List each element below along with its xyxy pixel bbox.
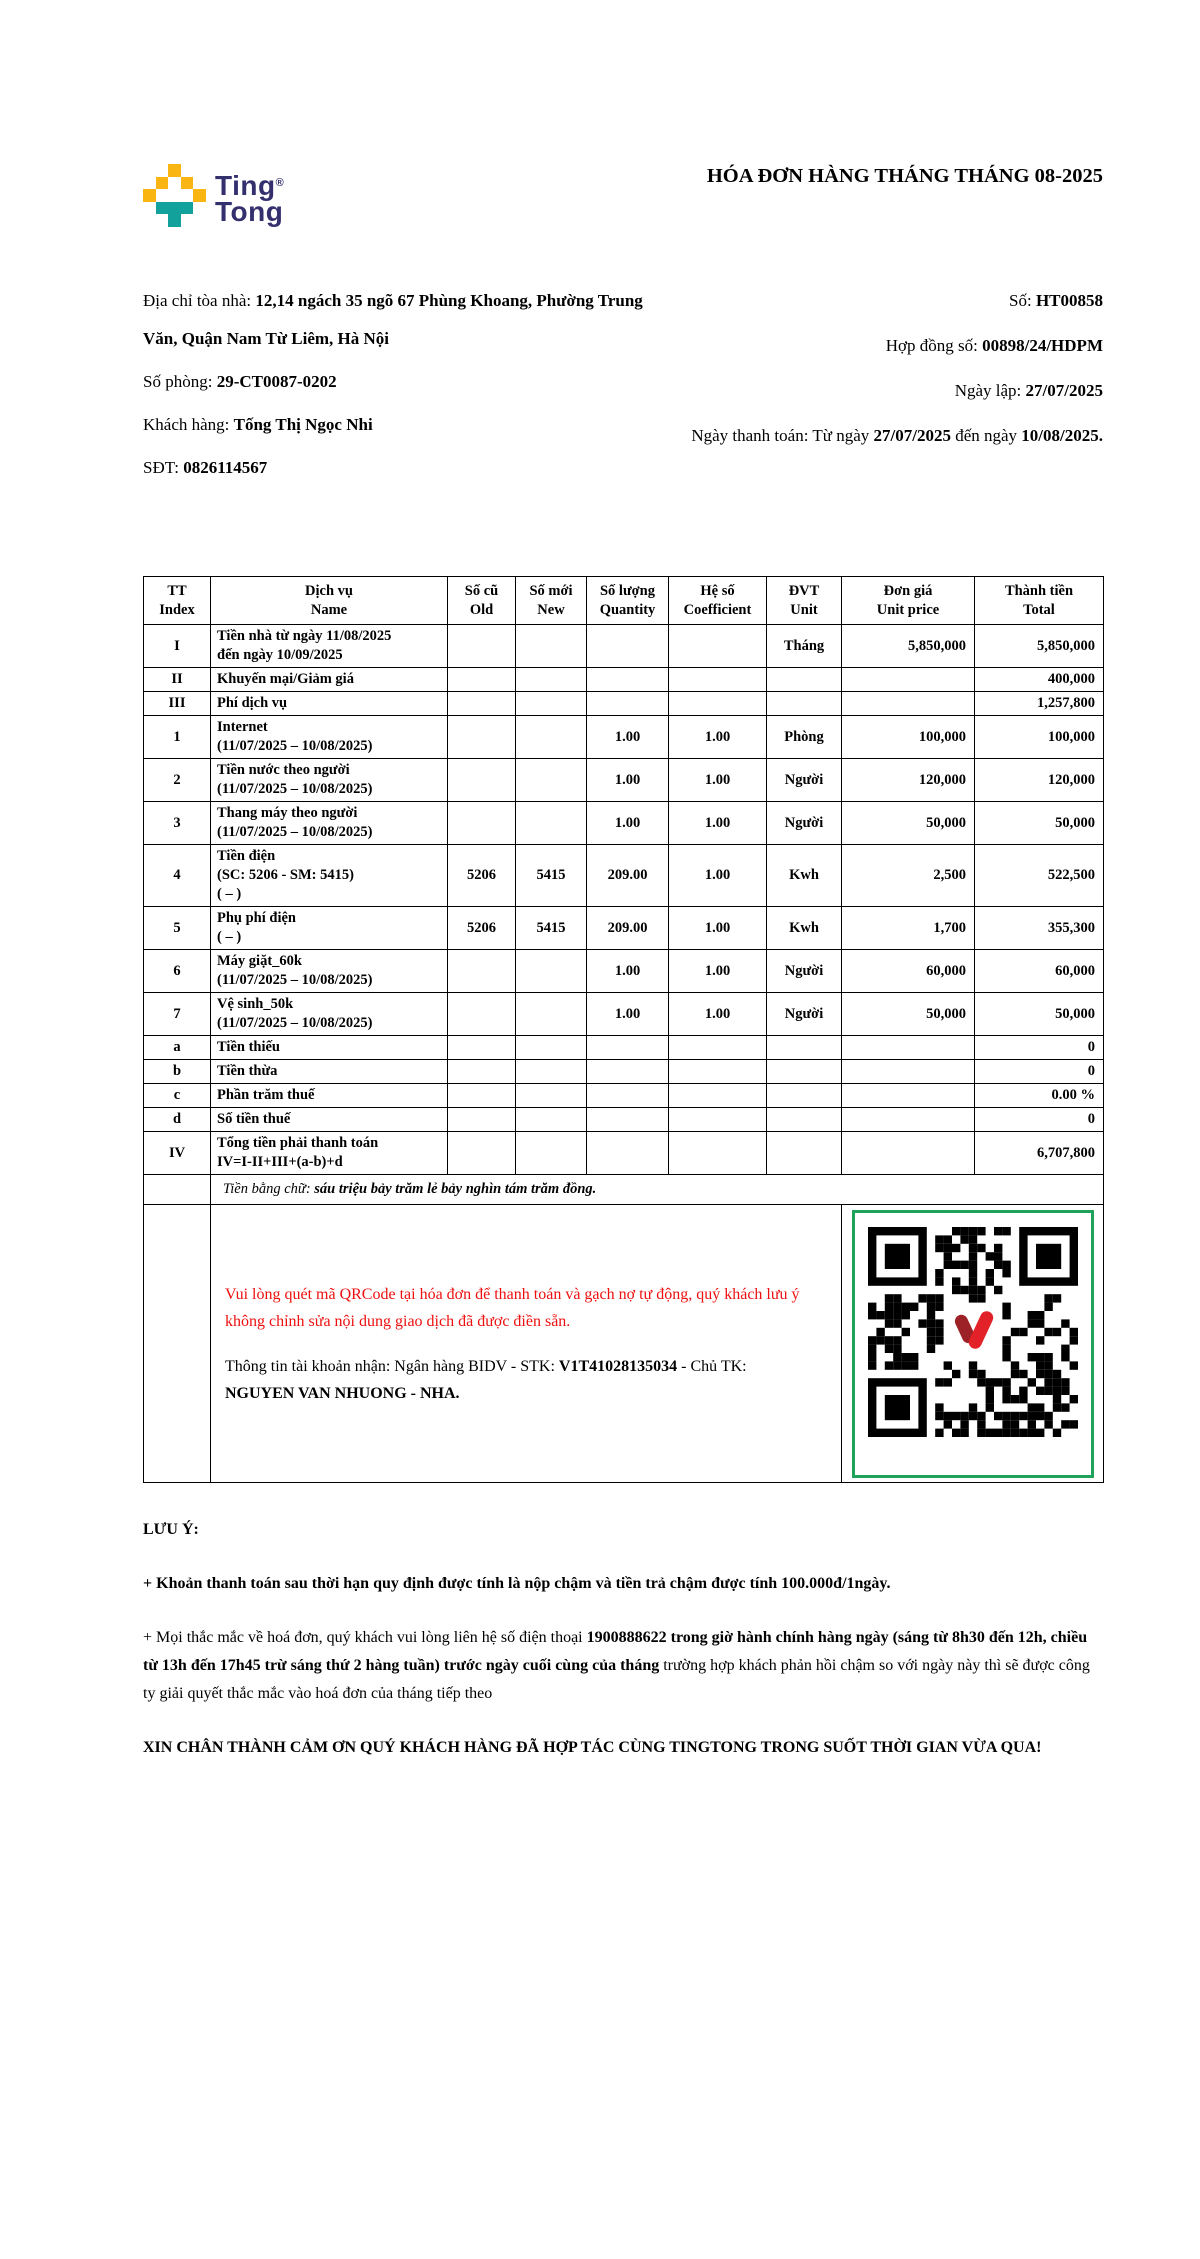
payment-from: 27/07/2025: [873, 426, 951, 445]
cell-old: [448, 993, 516, 1036]
cell-coef: [669, 1060, 767, 1084]
payment-label: Ngày thanh toán: Từ ngày: [691, 426, 874, 445]
account-holder: NGUYEN VAN NHUONG - NHA.: [225, 1384, 460, 1402]
table-row: [144, 1108, 1104, 1132]
col-old: Số cũ Old: [448, 577, 516, 625]
cell-unit: Người: [767, 950, 842, 993]
cell-coef: [669, 1108, 767, 1132]
table-row: [144, 950, 1104, 993]
cell-old: [448, 1084, 516, 1108]
cell-price: 1,700: [842, 907, 975, 950]
cell-old: [448, 950, 516, 993]
cell-index: b: [144, 1060, 211, 1084]
cell-price: [842, 1108, 975, 1132]
cell-new: [516, 716, 587, 759]
cell-qty: [587, 692, 669, 716]
cell-old: [448, 668, 516, 692]
cell-empty: [144, 1205, 211, 1483]
cell-unit: [767, 668, 842, 692]
cell-qty: [587, 668, 669, 692]
cell-index: III: [144, 692, 211, 716]
cell-price: 50,000: [842, 802, 975, 845]
cell-index: d: [144, 1108, 211, 1132]
issue-date: [673, 372, 1103, 410]
cell-old: [448, 759, 516, 802]
cell-name: Phí dịch vụ: [211, 692, 448, 716]
phone-value: 0826114567: [183, 458, 268, 477]
table-row: [144, 1060, 1104, 1084]
cell-name: Tổng tiền phải thanh toán IV=I-II+III+(a-b)+d: [211, 1132, 448, 1175]
cell-old: [448, 1132, 516, 1175]
building-address: [143, 282, 655, 358]
table-row: [144, 993, 1104, 1036]
cell-name: Tiền nước theo người (11/07/2025 – 10/08/2025): [211, 759, 448, 802]
payment-qr-code: [868, 1227, 1078, 1437]
col-new: Số mới New: [516, 577, 587, 625]
cell-unit: Kwh: [767, 907, 842, 950]
logo-wordmark: [215, 170, 284, 225]
cell-unit: Tháng: [767, 625, 842, 668]
cell-new: [516, 759, 587, 802]
invoice-meta: [673, 282, 1103, 462]
cell-qty: [587, 1108, 669, 1132]
cell-index: 1: [144, 716, 211, 759]
amount-in-words-value: sáu triệu bảy trăm lẻ bảy nghìn tám trăm đồng.: [314, 1181, 597, 1197]
cell-coef: 1.00: [669, 907, 767, 950]
cell-name: Máy giặt_60k (11/07/2025 – 10/08/2025): [211, 950, 448, 993]
cell-index: 7: [144, 993, 211, 1036]
cell-new: [516, 625, 587, 668]
cell-total: 6,707,800: [975, 1132, 1104, 1175]
customer-name: [143, 406, 655, 444]
cell-unit: [767, 1060, 842, 1084]
col-unit: ĐVT Unit: [767, 577, 842, 625]
logo-line2: Tong: [214, 196, 284, 227]
col-unit-price: Đơn giá Unit price: [842, 577, 975, 625]
table-row: [144, 802, 1104, 845]
hotline-note-bold: 1900888622 trong giờ hành chính hàng ngày (sáng từ 8h30 đến 12h, chiều từ 13h đến 17h45 trừ sáng thứ 2 hàng tuần) trước ngày cuối cùng của tháng: [143, 1629, 1088, 1674]
invoice-table: [143, 576, 1104, 1483]
cell-new: [516, 802, 587, 845]
cell-index: 2: [144, 759, 211, 802]
cell-name: Vệ sinh_50k (11/07/2025 – 10/08/2025): [211, 993, 448, 1036]
cell-new: 5415: [516, 845, 587, 907]
cell-old: [448, 1060, 516, 1084]
cell-new: 5415: [516, 907, 587, 950]
cell-price: [842, 668, 975, 692]
table-row: [144, 759, 1104, 802]
cell-total: 0.00 %: [975, 1084, 1104, 1108]
room-label: Số phòng:: [143, 372, 217, 391]
cell-old: [448, 625, 516, 668]
cell-index: 3: [144, 802, 211, 845]
table-row: [144, 1036, 1104, 1060]
col-coefficient: Hệ số Coefficient: [669, 577, 767, 625]
tingtong-tree-icon: [143, 164, 206, 227]
cell-coef: [669, 1084, 767, 1108]
cell-name: Số tiền thuế: [211, 1108, 448, 1132]
cell-unit: Phòng: [767, 716, 842, 759]
cell-coef: [669, 1036, 767, 1060]
cell-qty: 209.00: [587, 907, 669, 950]
cell-total: 1,257,800: [975, 692, 1104, 716]
cell-unit: [767, 1132, 842, 1175]
header-row: [143, 148, 1103, 227]
cell-empty: [144, 1175, 211, 1205]
invoice-number-value: HT00858: [1035, 291, 1103, 310]
cell-unit: Người: [767, 993, 842, 1036]
invoice-number: [673, 282, 1103, 320]
cell-total: 50,000: [975, 993, 1104, 1036]
cell-index: I: [144, 625, 211, 668]
cell-coef: [669, 668, 767, 692]
cell-price: 2,500: [842, 845, 975, 907]
cell-qty: 1.00: [587, 993, 669, 1036]
cell-price: 120,000: [842, 759, 975, 802]
cell-unit: [767, 692, 842, 716]
contract-value: 00898/24/HDPM: [982, 336, 1103, 355]
payment-mid: đến ngày: [950, 426, 1022, 445]
cell-qty: 1.00: [587, 802, 669, 845]
customer-label: Khách hàng:: [143, 415, 234, 434]
cell-new: [516, 1060, 587, 1084]
cell-qty: 1.00: [587, 716, 669, 759]
cell-index: 4: [144, 845, 211, 907]
cell-price: 60,000: [842, 950, 975, 993]
invoice-number-label: Số:: [1009, 291, 1036, 310]
cell-new: [516, 692, 587, 716]
cell-new: [516, 1084, 587, 1108]
cell-unit: Người: [767, 759, 842, 802]
cell-total: 0: [975, 1108, 1104, 1132]
cell-new: [516, 668, 587, 692]
cell-name: Tiền thừa: [211, 1060, 448, 1084]
payment-period: [673, 417, 1103, 455]
account-prefix: Thông tin tài khoản nhận: Ngân hàng BIDV - STK:: [225, 1357, 559, 1375]
cell-coef: 1.00: [669, 950, 767, 993]
qr-warning-text: Vui lòng quét mã QRCode tại hóa đơn để thanh toán và gạch nợ tự động, quý khách lưu ý không chỉnh sửa nội dung giao dịch đã được điền sẵn.: [225, 1285, 800, 1330]
cell-name: Tiền điện (SC: 5206 - SM: 5415) ( – ): [211, 845, 448, 907]
notes-section: [143, 1516, 1103, 1788]
cell-coef: 1.00: [669, 993, 767, 1036]
cell-coef: [669, 1132, 767, 1175]
cell-coef: [669, 692, 767, 716]
cell-old: 5206: [448, 907, 516, 950]
qr-row: [144, 1205, 1104, 1483]
cell-name: Tiền thiếu: [211, 1036, 448, 1060]
cell-unit: [767, 1108, 842, 1132]
customer-value: Tống Thị Ngọc Nhi: [233, 415, 373, 434]
hotline-note-pre: + Mọi thắc mắc về hoá đơn, quý khách vui lòng liên hệ số điện thoại: [143, 1629, 587, 1646]
tingtong-logo: [143, 148, 284, 227]
cell-old: [448, 716, 516, 759]
cell-price: [842, 1060, 975, 1084]
cell-qty: [587, 1084, 669, 1108]
cell-new: [516, 950, 587, 993]
address-label: Địa chỉ tòa nhà:: [143, 291, 256, 310]
col-name: Dịch vụ Name: [211, 577, 448, 625]
payment-to: 10/08/2025.: [1021, 426, 1103, 445]
cell-total: 0: [975, 1036, 1104, 1060]
cell-new: [516, 993, 587, 1036]
cell-price: [842, 1084, 975, 1108]
cell-new: [516, 1108, 587, 1132]
contract-number: [673, 327, 1103, 365]
hotline-note: [143, 1624, 1103, 1708]
col-quantity: Số lượng Quantity: [587, 577, 669, 625]
cell-old: [448, 692, 516, 716]
table-header-row: [144, 577, 1104, 625]
cell-total: 100,000: [975, 716, 1104, 759]
cell-index: a: [144, 1036, 211, 1060]
cell-price: 5,850,000: [842, 625, 975, 668]
room-number: [143, 363, 655, 401]
cell-total: 120,000: [975, 759, 1104, 802]
cell-name: Phụ phí điện ( – ): [211, 907, 448, 950]
cell-unit: [767, 1084, 842, 1108]
cell-price: [842, 692, 975, 716]
cell-new: [516, 1132, 587, 1175]
cell-name: Thang máy theo người (11/07/2025 – 10/08/2025): [211, 802, 448, 845]
contract-label: Hợp đồng số:: [885, 336, 983, 355]
table-row: [144, 907, 1104, 950]
cell-qty: 209.00: [587, 845, 669, 907]
amount-in-words-row: [144, 1175, 1104, 1205]
cell-old: [448, 1036, 516, 1060]
cell-qty: [587, 1060, 669, 1084]
cell-qty: [587, 1132, 669, 1175]
invoice-rows: [144, 625, 1104, 1175]
cell-total: 522,500: [975, 845, 1104, 907]
customer-phone: [143, 449, 655, 487]
cell-price: [842, 1132, 975, 1175]
account-number: V1T41028135034: [558, 1357, 678, 1375]
cell-coef: [669, 625, 767, 668]
cell-unit: Kwh: [767, 845, 842, 907]
cell-total: 50,000: [975, 802, 1104, 845]
cell-name: Phần trăm thuế: [211, 1084, 448, 1108]
cell-qty: 1.00: [587, 950, 669, 993]
issue-date-label: Ngày lập:: [954, 381, 1026, 400]
late-payment-note: + Khoản thanh toán sau thời hạn quy định được tính là nộp chậm và tiền trả chậm được tính 100.000đ/1ngày.: [143, 1575, 891, 1592]
cell-price: [842, 1036, 975, 1060]
cell-qty: [587, 1036, 669, 1060]
cell-qty: [587, 625, 669, 668]
cell-unit: [767, 1036, 842, 1060]
amount-in-words: [211, 1175, 1104, 1205]
logo-line1: Ting: [214, 170, 276, 201]
table-row: [144, 625, 1104, 668]
room-value: 29-CT0087-0202: [216, 372, 337, 391]
col-total: Thành tiền Total: [975, 577, 1104, 625]
cell-old: 5206: [448, 845, 516, 907]
building-info: [143, 282, 655, 492]
cell-new: [516, 1036, 587, 1060]
cell-old: [448, 1108, 516, 1132]
cell-index: II: [144, 668, 211, 692]
cell-name: Tiền nhà từ ngày 11/08/2025 đến ngày 10/09/2025: [211, 625, 448, 668]
payment-instructions: [211, 1205, 842, 1483]
hotline-note-post: trường hợp khách phản hồi chậm so với ngày này thì sẽ được công ty giải quyết thắc mắc vào hoá đơn của tháng tiếp theo: [143, 1657, 1090, 1702]
cell-qty: 1.00: [587, 759, 669, 802]
cell-name: Internet (11/07/2025 – 10/08/2025): [211, 716, 448, 759]
cell-old: [448, 802, 516, 845]
notes-title: LƯU Ý:: [143, 1521, 199, 1538]
address-value: 12,14 ngách 35 ngõ 67 Phùng Khoang, Phường Trung Văn, Quận Nam Từ Liêm, Hà Nội: [143, 291, 643, 348]
cell-name: Khuyến mại/Giảm giá: [211, 668, 448, 692]
cell-index: 5: [144, 907, 211, 950]
cell-total: 400,000: [975, 668, 1104, 692]
cell-total: 60,000: [975, 950, 1104, 993]
issue-date-value: 27/07/2025: [1025, 381, 1103, 400]
table-row: [144, 1132, 1104, 1175]
bank-account-info: [225, 1353, 827, 1407]
cell-unit: Người: [767, 802, 842, 845]
cell-coef: 1.00: [669, 716, 767, 759]
account-mid: - Chủ TK:: [677, 1357, 747, 1375]
cell-index: 6: [144, 950, 211, 993]
cell-coef: 1.00: [669, 845, 767, 907]
cell-index: c: [144, 1084, 211, 1108]
invoice-title: HÓA ĐƠN HÀNG THÁNG THÁNG 08-2025: [706, 165, 1103, 187]
cell-index: IV: [144, 1132, 211, 1175]
cell-total: 0: [975, 1060, 1104, 1084]
cell-price: 100,000: [842, 716, 975, 759]
thanks-message: XIN CHÂN THÀNH CẢM ƠN QUÝ KHÁCH HÀNG ĐÃ HỢP TÁC CÙNG TINGTONG TRONG SUỐT THỜI GIAN VỪA QUA!: [143, 1739, 1042, 1756]
qr-code-cell: [842, 1205, 1104, 1483]
cell-price: 50,000: [842, 993, 975, 1036]
cell-coef: 1.00: [669, 802, 767, 845]
col-index: TT Index: [144, 577, 211, 625]
amount-in-words-label: Tiền bằng chữ:: [223, 1181, 315, 1197]
phone-label: SĐT:: [143, 458, 184, 477]
cell-total: 5,850,000: [975, 625, 1104, 668]
table-row: [144, 845, 1104, 907]
table-row: [144, 668, 1104, 692]
qr-code-frame: [852, 1210, 1094, 1478]
table-row: [144, 716, 1104, 759]
table-row: [144, 692, 1104, 716]
cell-coef: 1.00: [669, 759, 767, 802]
cell-total: 355,300: [975, 907, 1104, 950]
registered-mark: ®: [275, 177, 285, 189]
table-row: [144, 1084, 1104, 1108]
